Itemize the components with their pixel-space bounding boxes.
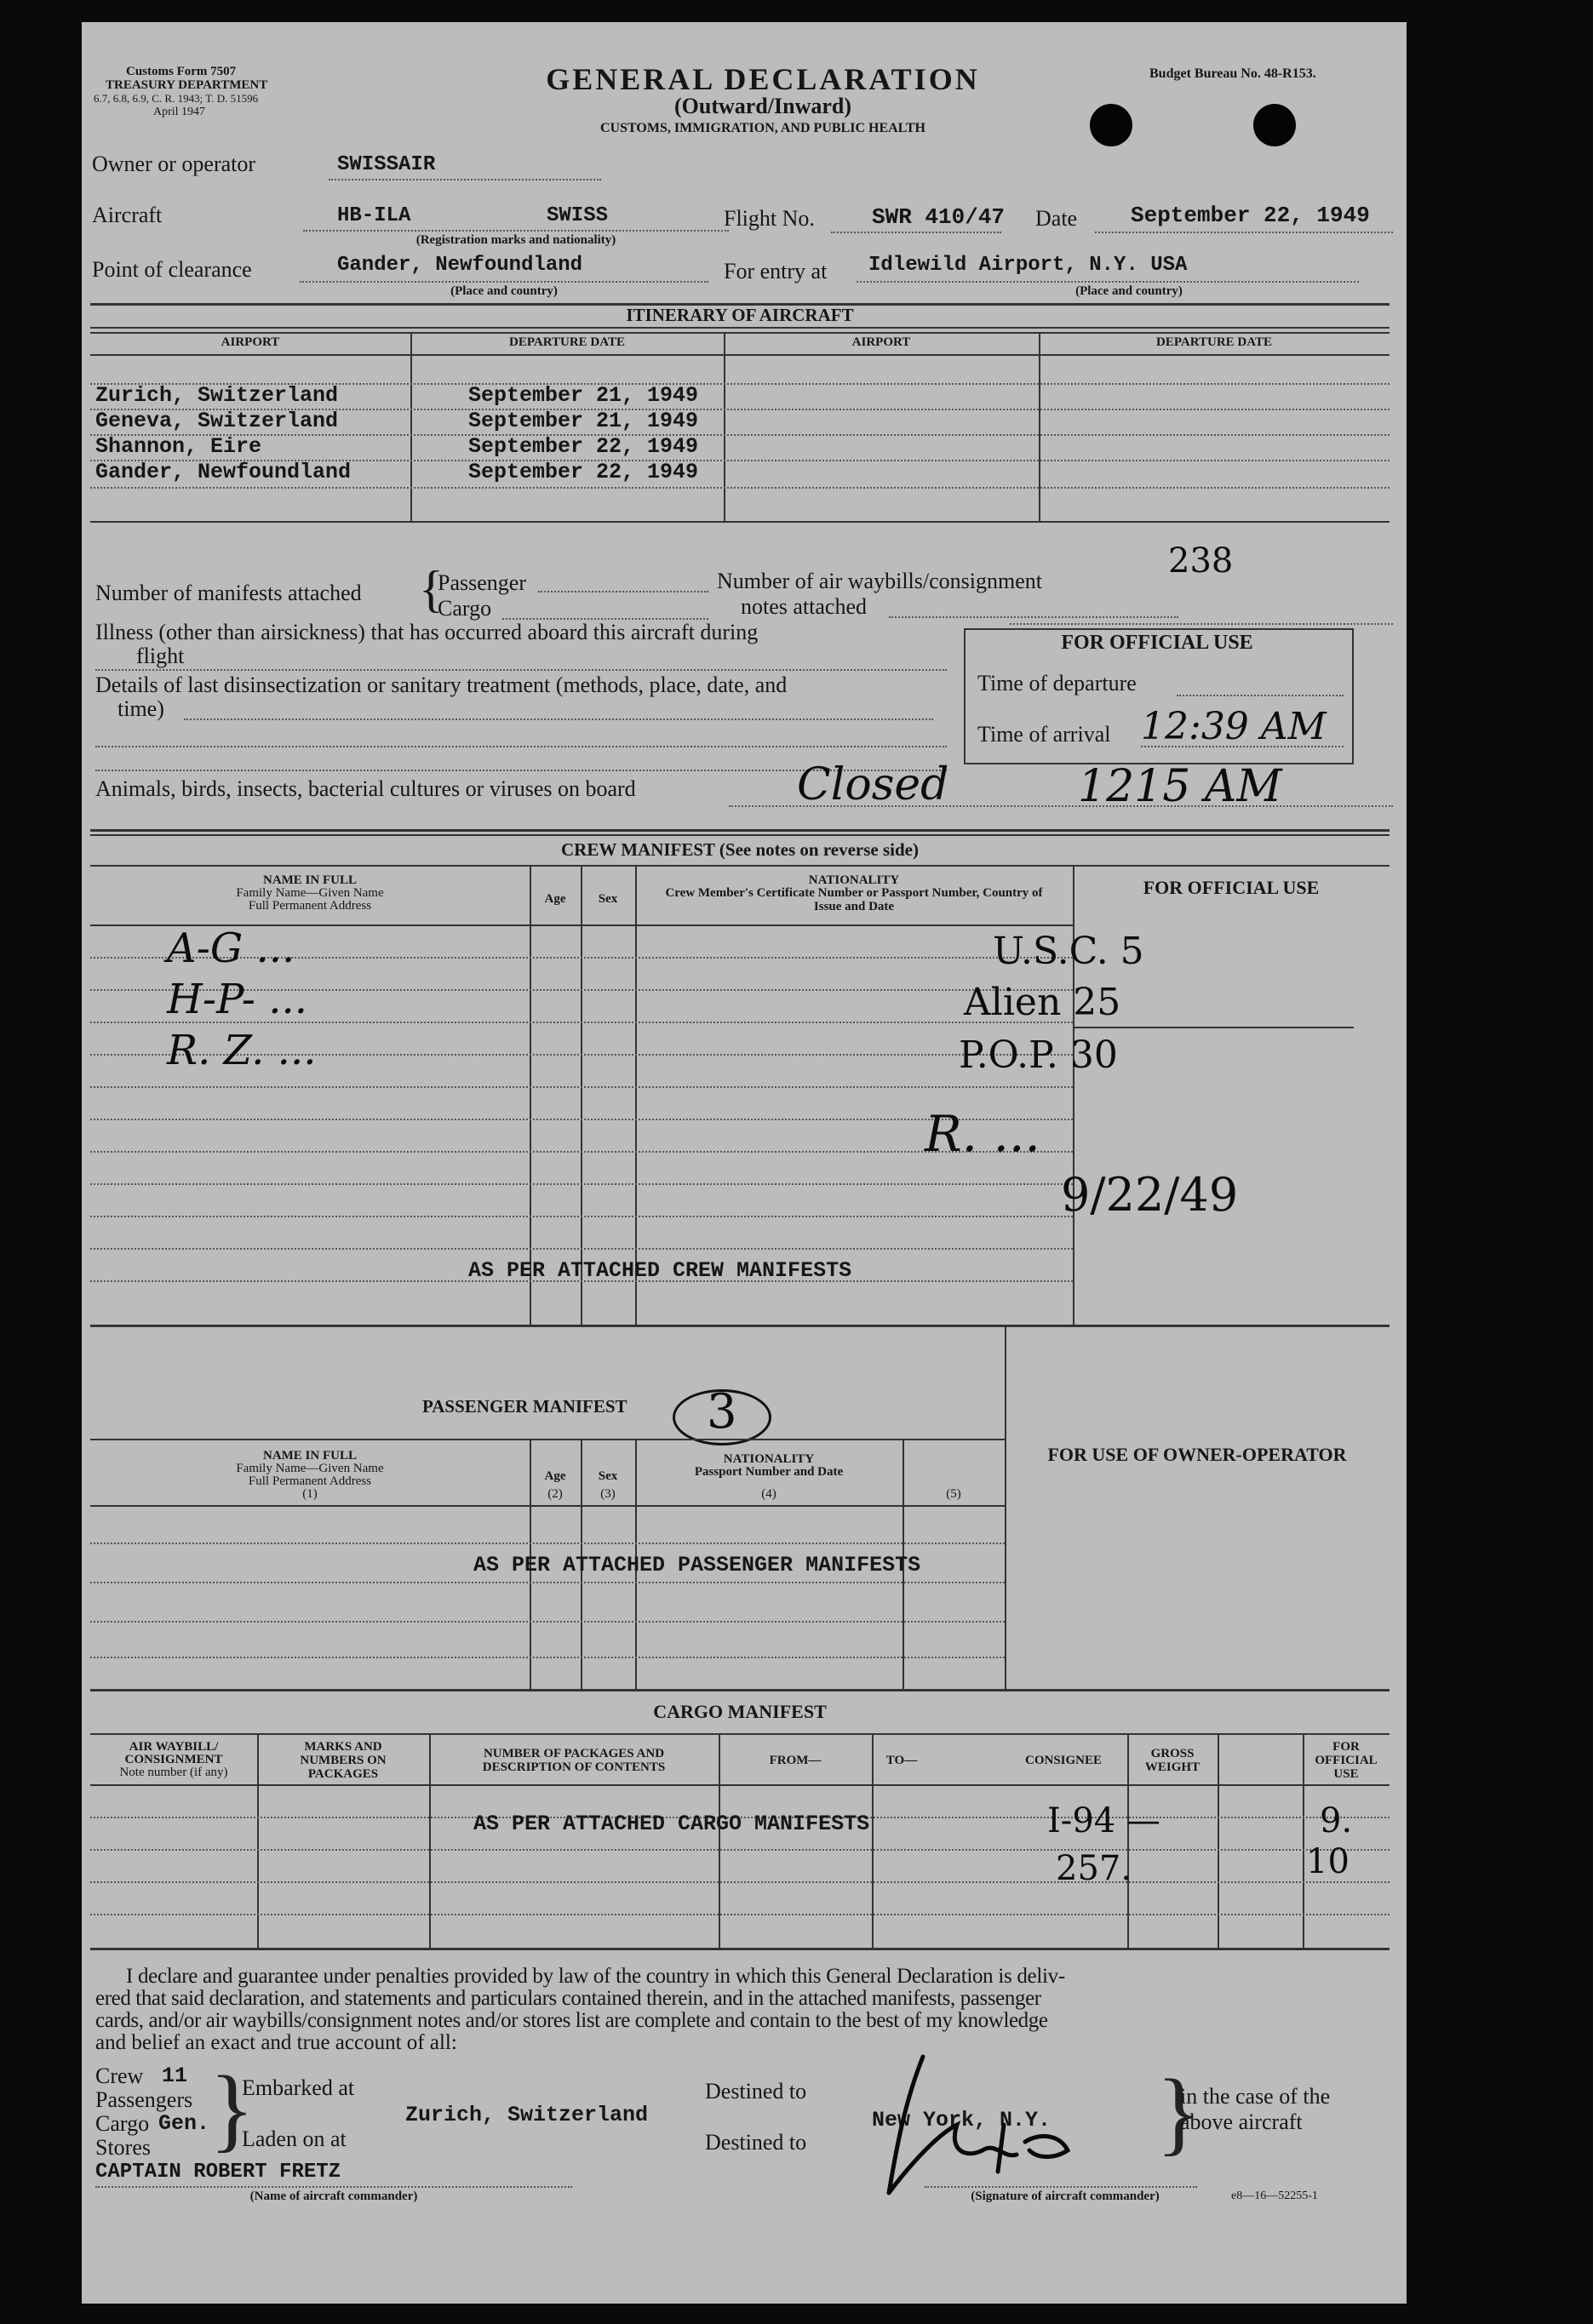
cargo-col-official: FOR OFFICIAL USE [1315, 1740, 1378, 1781]
cargo-hand-3: 9. [1320, 1801, 1353, 1840]
clearance-label: Point of clearance [92, 257, 252, 282]
waybills-label: Number of air waybills/consignment [717, 569, 1042, 593]
aircraft-label: Aircraft [92, 203, 163, 227]
cargo-col-number: NUMBER OF PACKAGES AND DESCRIPTION OF CONTENTS [482, 1747, 666, 1774]
cargo-manifest-title: CARGO MANIFEST [653, 1701, 827, 1722]
date-value: September 22, 1949 [1131, 203, 1370, 228]
crew-col-official: FOR OFFICIAL USE [1143, 877, 1320, 898]
clearance-value: Gander, Newfoundland [337, 254, 583, 277]
animals-label: Animals, birds, insects, bacterial cultures or viruses on board [95, 776, 636, 801]
cargo-col-waybill-1: AIR WAYBILL/ [129, 1740, 219, 1754]
cargo-hand-4: 10 [1306, 1842, 1349, 1881]
animals-hand-1: Closed [797, 759, 949, 810]
form-title: GENERAL DECLARATION [546, 62, 980, 96]
crew-manifest-title: CREW MANIFEST (See notes on reverse side) [561, 839, 919, 860]
pax-col-age-num: (2) [547, 1487, 563, 1501]
print-code: e8—16—52255-1 [1231, 2189, 1318, 2202]
entry-label: For entry at [724, 259, 828, 283]
origin-value: Zurich, Switzerland [405, 2103, 649, 2127]
arrival-value: 12:39 AM [1141, 705, 1327, 748]
flight-value: SWR 410/47 [872, 204, 1006, 230]
passengers-count-label: Passengers [95, 2087, 193, 2112]
flight-label: Flight No. [724, 206, 815, 231]
brace: } [209, 2057, 255, 2161]
crew-name: R. Z. ... [167, 1027, 317, 1074]
date-label: Date [1035, 206, 1078, 231]
itinerary-col-airport-1: AIRPORT [221, 335, 280, 349]
cargo-col-consignee: CONSIGNEE [1024, 1754, 1103, 1767]
pax-col-age: Age [544, 1469, 566, 1483]
official-use-title: FOR OFFICIAL USE [1061, 632, 1253, 654]
cargo-count-value: Gen. [158, 2111, 210, 2136]
crew-name: H-P- ... [167, 976, 307, 1023]
details-label-2: time) [117, 696, 164, 721]
cargo-stamp: AS PER ATTACHED CARGO MANIFESTS [473, 1812, 870, 1836]
cargo-col-waybill-3: Note number (if any) [119, 1766, 228, 1779]
pax-col-5-num: (5) [946, 1487, 961, 1501]
clearance-note: (Place and country) [450, 284, 558, 298]
pax-col-name-1: NAME IN FULL [262, 1449, 357, 1463]
itinerary-date: September 21, 1949 [468, 409, 699, 433]
brace: } [1156, 2060, 1201, 2164]
crew-signature: R. ... [925, 1105, 1040, 1163]
cargo-label: Cargo [438, 596, 492, 621]
itinerary-date: September 22, 1949 [468, 460, 699, 484]
punch-hole [1253, 104, 1296, 146]
itinerary-airport: Geneva, Switzerland [95, 409, 339, 433]
brace: { [419, 561, 444, 617]
cargo-hand-2: 257. [1056, 1849, 1132, 1888]
passenger-stamp: AS PER ATTACHED PASSENGER MANIFESTS [473, 1553, 921, 1577]
form-reference: 6.7, 6.8, 6.9, C. R. 1943; T. D. 51596 [94, 92, 259, 105]
destined-label-1: Destined to [705, 2079, 807, 2104]
commander-name-label: (Name of aircraft commander) [249, 2189, 418, 2203]
cargo-count-label: Cargo [95, 2111, 150, 2136]
declaration-text-3: cards, and/or air waybills/consignment notes and/or stores list are complete and contain to the best of my knowledge [95, 2009, 1048, 2032]
itinerary-airport: Shannon, Eire [95, 434, 262, 459]
destined-label-2: Destined to [705, 2130, 807, 2155]
budget-number: Budget Bureau No. 48-R153. [1149, 66, 1316, 81]
passenger-label: Passenger [438, 570, 526, 595]
itinerary-airport: Zurich, Switzerland [95, 383, 339, 408]
commander-name: CAPTAIN ROBERT FRETZ [95, 2161, 341, 2184]
pax-col-nat-2: Passport Number and Date [694, 1465, 844, 1479]
cargo-col-marks: MARKS AND NUMBERS ON PACKAGES [300, 1740, 387, 1781]
declaration-text-4: and belief an exact and true account of all: [95, 2031, 457, 2054]
crew-sign-date: 9/22/49 [1061, 1168, 1239, 1222]
details-label: Details of last disinsectization or sanitary treatment (methods, place, date, and [95, 673, 788, 697]
crew-col-age: Age [544, 892, 566, 906]
departure-label: Time of departure [977, 671, 1137, 695]
cargo-hand-1: I-94 — [1047, 1801, 1160, 1840]
stores-count-label: Stores [95, 2135, 151, 2160]
manifests-label: Number of manifests attached [95, 581, 362, 605]
owner-operator-title: FOR USE OF OWNER-OPERATOR [1047, 1444, 1347, 1465]
cargo-col-from: FROM— [769, 1754, 822, 1767]
signature-label: (Signature of aircraft commander) [971, 2189, 1160, 2203]
crew-col-name-1: NAME IN FULL [262, 873, 357, 887]
arrival-label: Time of arrival [977, 722, 1111, 747]
owner-value: SWISSAIR [337, 153, 436, 176]
crew-col-nat-1: NATIONALITY [808, 873, 900, 887]
aircraft-note: (Registration marks and nationality) [415, 233, 616, 247]
laden-label: Laden on at [242, 2127, 347, 2151]
cargo-col-gross: GROSS WEIGHT [1144, 1747, 1200, 1774]
crew-col-name-3: Full Permanent Address [248, 899, 372, 913]
illness-label: Illness (other than airsickness) that has occurred aboard this aircraft during [95, 620, 759, 644]
itinerary-col-airport-2: AIRPORT [851, 335, 911, 349]
pax-col-name-2: Family Name—Given Name [236, 1462, 384, 1475]
declaration-text-2: ered that said declaration, and statements and particulars contained therein, and in the attached manifests, passenger [95, 1987, 1041, 2010]
passenger-manifest-title: PASSENGER MANIFEST [422, 1396, 627, 1417]
crew-count-value: 11 [162, 2064, 188, 2088]
destination-value: New York, N.Y. [872, 2108, 1051, 2132]
case-text-2: above aircraft [1180, 2109, 1303, 2134]
declaration-text-1: I declare and guarantee under penalties provided by law of the country in which this General Declaration is deliv- [126, 1965, 1065, 1988]
aircraft-reg: HB-ILA [337, 204, 411, 227]
commander-signature [855, 2031, 1136, 2201]
crew-name: A-G ... [167, 924, 295, 972]
case-text-1: in the case of the [1180, 2084, 1331, 2109]
animals-hand-2: 1215 AM [1078, 761, 1282, 812]
itinerary-title: ITINERARY OF AIRCRAFT [626, 305, 854, 325]
notes-attached-label: notes attached [741, 594, 867, 619]
pax-col-nat-1: NATIONALITY [723, 1452, 815, 1466]
crew-official: Alien 25 [964, 981, 1121, 1024]
itinerary-date: September 22, 1949 [468, 434, 699, 459]
crew-col-nat-2: Crew Member's Certificate Number or Passport Number, Country of Issue and Date [665, 886, 1043, 913]
crew-stamp: AS PER ATTACHED CREW MANIFESTS [468, 1258, 852, 1283]
form-department: TREASURY DEPARTMENT [106, 78, 268, 92]
circled-count: 3 [707, 1384, 737, 1440]
cargo-col-to: TO— [885, 1754, 918, 1767]
punch-hole [1090, 104, 1132, 146]
form-date: April 1947 [153, 106, 206, 118]
pax-col-name-3: Full Permanent Address [248, 1474, 372, 1488]
itinerary-airport: Gander, Newfoundland [95, 460, 352, 484]
crew-count-label: Crew [95, 2064, 144, 2088]
waybills-value: 238 [1168, 541, 1234, 581]
pax-col-sex: Sex [598, 1469, 618, 1483]
illness-label-2: flight [136, 644, 185, 668]
pax-col-sex-num: (3) [600, 1487, 616, 1501]
entry-value: Idlewild Airport, N.Y. USA [868, 254, 1188, 277]
aircraft-nationality: SWISS [547, 204, 609, 227]
declaration-form [82, 22, 1407, 2304]
crew-col-name-2: Family Name—Given Name [236, 886, 384, 900]
crew-col-sex: Sex [598, 892, 618, 906]
crew-official: U.S.C. 5 [993, 930, 1144, 973]
itinerary-col-departure-1: DEPARTURE DATE [508, 335, 625, 349]
itinerary-date: September 21, 1949 [468, 383, 699, 408]
form-number: Customs Form 7507 [126, 65, 237, 78]
crew-official: P.O.P. 30 [959, 1033, 1118, 1077]
itinerary-col-departure-2: DEPARTURE DATE [1155, 335, 1272, 349]
cargo-col-waybill-2: CONSIGNMENT [124, 1753, 223, 1766]
form-subtitle: (Outward/Inward) [673, 94, 851, 118]
pax-col-nat-num: (4) [761, 1487, 776, 1501]
owner-label: Owner or operator [92, 152, 256, 176]
form-subheader: CUSTOMS, IMMIGRATION, AND PUBLIC HEALTH [600, 121, 925, 135]
entry-note: (Place and country) [1075, 284, 1183, 298]
pax-col-name-num: (1) [302, 1487, 318, 1501]
embarked-label: Embarked at [242, 2075, 355, 2100]
